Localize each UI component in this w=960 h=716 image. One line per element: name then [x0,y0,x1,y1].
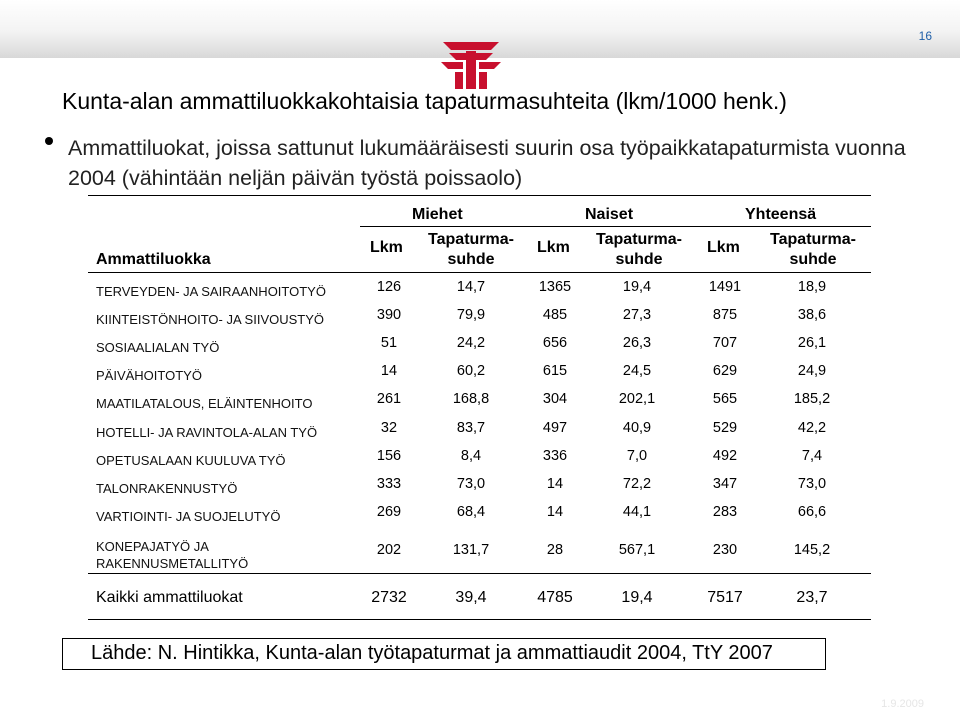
row-label: HOTELLI- JA RAVINTOLA-ALAN TYÖ [96,425,318,440]
table-cell: 19,4 [622,279,652,295]
table-cell: 72,2 [622,476,652,492]
table-cell: 14,7 [456,279,486,295]
slide-title: Kunta-alan ammattiluokkakohtaisia tapaturmasuhteita (lkm/1000 henk.) [62,88,787,114]
column-header-men-lkm: Lkm [370,239,403,256]
table-cell: 27,3 [622,307,652,323]
bullet-text: Ammattiluokat, joissa sattunut lukumääräisesti suurin osa työpaikkatapaturmista vuonna 2004 (vähintään neljän päivän työstä poissaolo) [68,136,906,190]
total-cell: 7517 [707,589,743,606]
table-cell: 615 [542,363,568,379]
table-cell: 7,0 [626,448,648,464]
bullet-point [45,137,53,145]
total-cell: 2732 [371,589,407,606]
table-cell: 51 [380,335,398,351]
table-cell: 14 [546,476,564,492]
table-cell: 14 [546,504,564,520]
column-header-occupation: Ammattiluokka [96,251,211,268]
column-header-women-lkm: Lkm [537,239,570,256]
table-cell: 875 [712,307,738,323]
table-cell: 656 [542,335,568,351]
table-cell: 26,3 [622,335,652,351]
table-cell: 629 [712,363,738,379]
row-label: KIINTEISTÖNHOITO- JA SIIVOUSTYÖ [96,312,325,327]
table-cell: 1491 [708,279,742,295]
group-header-total: Yhteensä [745,206,817,223]
table-cell: 145,2 [793,542,831,558]
table-cell: 390 [376,307,402,323]
table-cell: 24,2 [456,335,486,351]
table-cell: 185,2 [793,391,831,407]
total-cell: 4785 [537,589,573,606]
column-header-women-rate [588,230,690,270]
table-top-rule [88,195,871,196]
source-text: Lähde: N. Hintikka, Kunta-alan työtapaturmat ja ammattiaudit 2004, TtY 2007 [91,642,773,664]
page-number: 16 [918,29,932,43]
table-cell: 230 [712,542,738,558]
table-cell: 333 [376,476,402,492]
total-row-label: Kaikki ammattiluokat [96,589,243,606]
total-top-rule [88,573,871,574]
table-cell: 73,0 [456,476,486,492]
table-cell: 336 [542,448,568,464]
table-cell: 202,1 [618,391,656,407]
total-cell: 23,7 [796,589,828,606]
group-header-men: Miehet [412,206,463,223]
table-cell: 7,4 [801,448,823,464]
table-cell: 269 [376,504,402,520]
row-label: VARTIOINTI- JA SUOJELUTYÖ [96,509,281,524]
table-cell: 347 [712,476,738,492]
table-bottom-rule [88,619,871,620]
table-cell: 42,2 [797,420,827,436]
table-cell: 28 [546,542,564,558]
row-label [96,538,248,572]
table-cell: 26,1 [797,335,827,351]
row-label: SOSIAALIALAN TYÖ [96,340,220,355]
table-cell: 304 [542,391,568,407]
table-cell: 66,6 [797,504,827,520]
rate-header-line1: Tapaturma- [770,231,856,248]
table-cell: 497 [542,420,568,436]
table-cell: 283 [712,504,738,520]
row-label: TERVEYDEN- JA SAIRAANHOITOTYÖ [96,284,326,299]
table-cell: 38,6 [797,307,827,323]
kuntaliitto-logo-icon [439,42,503,90]
row-label-line1: KONEPAJATYÖ JA [96,539,209,554]
table-cell: 131,7 [452,542,490,558]
row-label-line2: RAKENNUSMETALLITYÖ [96,556,249,571]
row-label: MAATILATALOUS, ELÄINTENHOITO [96,396,313,411]
table-cell: 202 [376,542,402,558]
table-cell: 565 [712,391,738,407]
table-cell: 156 [376,448,402,464]
rate-header-line2: suhde [615,251,663,268]
table-cell: 32 [380,420,398,436]
table-cell: 79,9 [456,307,486,323]
row-label: PÄIVÄHOITOTYÖ [96,368,202,383]
table-cell: 707 [712,335,738,351]
table-cell: 44,1 [622,504,652,520]
table-cell: 485 [542,307,568,323]
table-cell: 567,1 [618,542,656,558]
total-cell: 39,4 [455,589,487,606]
total-cell: 19,4 [621,589,653,606]
row-label: TALONRAKENNUSTYÖ [96,481,238,496]
source-box [62,638,826,670]
table-cell: 18,9 [797,279,827,295]
column-header-men-rate [420,230,522,270]
table-cell: 529 [712,420,738,436]
rate-header-line1: Tapaturma- [596,231,682,248]
column-header-total-lkm: Lkm [707,239,740,256]
table-cell: 14 [380,363,398,379]
rate-header-line1: Tapaturma- [428,231,514,248]
rate-header-line2: suhde [447,251,495,268]
header-bottom-rule [88,272,871,273]
column-header-total-rate [762,230,864,270]
slide-date: 1.9.2009 [881,698,924,710]
group-header-women: Naiset [585,206,634,223]
table-cell: 261 [376,391,402,407]
rate-header-line2: suhde [789,251,837,268]
table-cell: 24,9 [797,363,827,379]
table-cell: 60,2 [456,363,486,379]
row-label: OPETUSALAAN KUULUVA TYÖ [96,453,286,468]
table-cell: 24,5 [622,363,652,379]
table-cell: 73,0 [797,476,827,492]
table-cell: 68,4 [456,504,486,520]
table-cell: 40,9 [622,420,652,436]
table-cell: 1365 [538,279,572,295]
group-header-rule [360,226,871,227]
table-cell: 492 [712,448,738,464]
table-cell: 83,7 [456,420,486,436]
table-cell: 8,4 [460,448,482,464]
table-cell: 168,8 [452,391,490,407]
table-cell: 126 [376,279,402,295]
